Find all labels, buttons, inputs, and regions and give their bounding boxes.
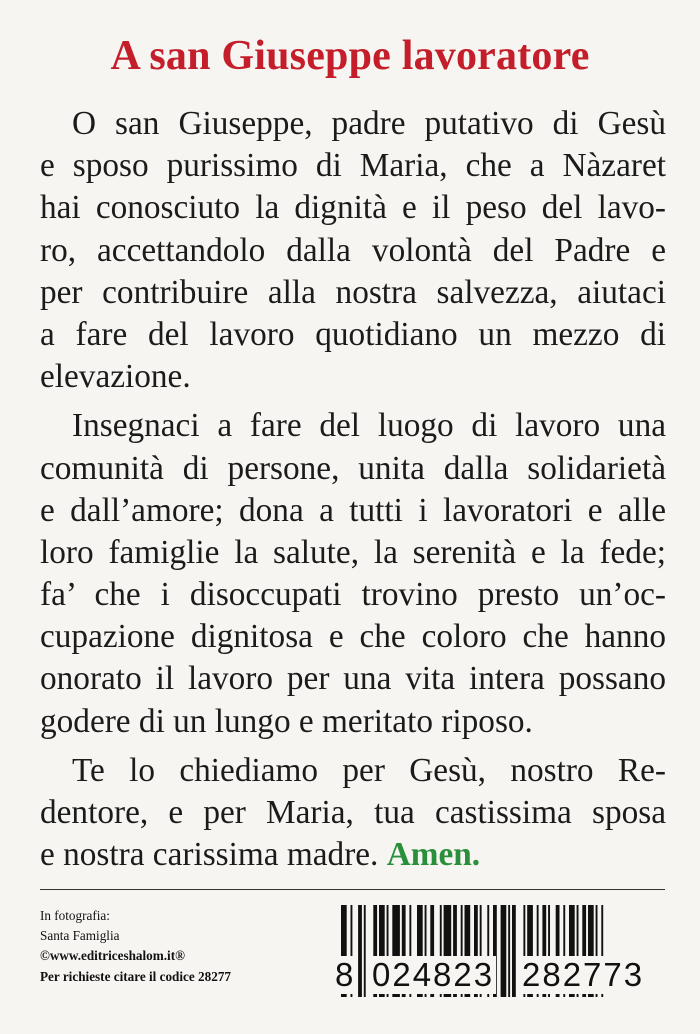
- barcode-digits-left: 024823: [372, 956, 495, 993]
- prayer-line: e sposo purissimo di Maria, che a Nàzaret: [40, 147, 666, 185]
- prayer-line: elevazione.: [40, 358, 191, 396]
- prayer-line: Te lo chiediamo per Gesù, nostro Re-: [72, 751, 666, 789]
- prayer-line: a fare del lavoro quotidiano un mezzo di: [40, 315, 666, 353]
- barcode-digit-first: 8: [335, 956, 356, 993]
- prayer-line: godere di un lungo e meritato riposo.: [40, 702, 533, 740]
- publisher-info: [40, 906, 231, 987]
- prayer-line: dentore, e per Maria, tua castissima sposa: [40, 794, 666, 831]
- prayer-line-text: e nostra carissima madre.: [40, 836, 379, 874]
- prayer-line: per contribuire alla nostra salvezza, aiutaci: [40, 273, 666, 311]
- prayer-line: ro, accettandolo dalla volontà del Padre e: [40, 231, 666, 269]
- prayer-line: comunità di persone, unita dalla solidarietà: [40, 449, 666, 487]
- photo-label: In fotografia:: [40, 908, 110, 923]
- publisher-website: ©www.editriceshalom.it®: [40, 948, 185, 964]
- prayer-paragraph-3: [40, 750, 666, 877]
- prayer-line: e dall’amore; dona a tutti i lavoratori e alle: [40, 491, 666, 529]
- footer-divider: [40, 889, 665, 890]
- prayer-line: cupazione dignitosa e che coloro che hanno: [40, 618, 666, 656]
- prayer-line: onorato il lavoro per una vita intera possano: [40, 660, 666, 698]
- prayer-paragraph-2: [40, 405, 666, 743]
- barcode-digits-right: 282773: [522, 956, 645, 993]
- photo-subject: Santa Famiglia: [40, 928, 120, 944]
- prayer-line: fa’ che i disoccupati trovino presto un’oc-: [40, 576, 666, 614]
- prayer-title: A san Giuseppe lavoratore: [110, 33, 590, 79]
- prayer-text: [40, 103, 666, 883]
- amen-word: Amen.: [386, 836, 481, 874]
- product-code-line: Per richieste citare il codice 28277: [40, 968, 232, 984]
- prayer-paragraph-1: [40, 103, 666, 398]
- prayer-line: hai conosciuto la dignità e il peso del lavo-: [40, 189, 666, 227]
- prayer-last-line: [40, 834, 666, 876]
- prayer-line: O san Giuseppe, padre putativo di Gesù: [72, 105, 666, 142]
- prayer-line: Insegnaci a fare del luogo di lavoro una: [72, 407, 666, 445]
- prayer-line: loro famiglie la salute, la serenità e la fede;: [40, 533, 666, 571]
